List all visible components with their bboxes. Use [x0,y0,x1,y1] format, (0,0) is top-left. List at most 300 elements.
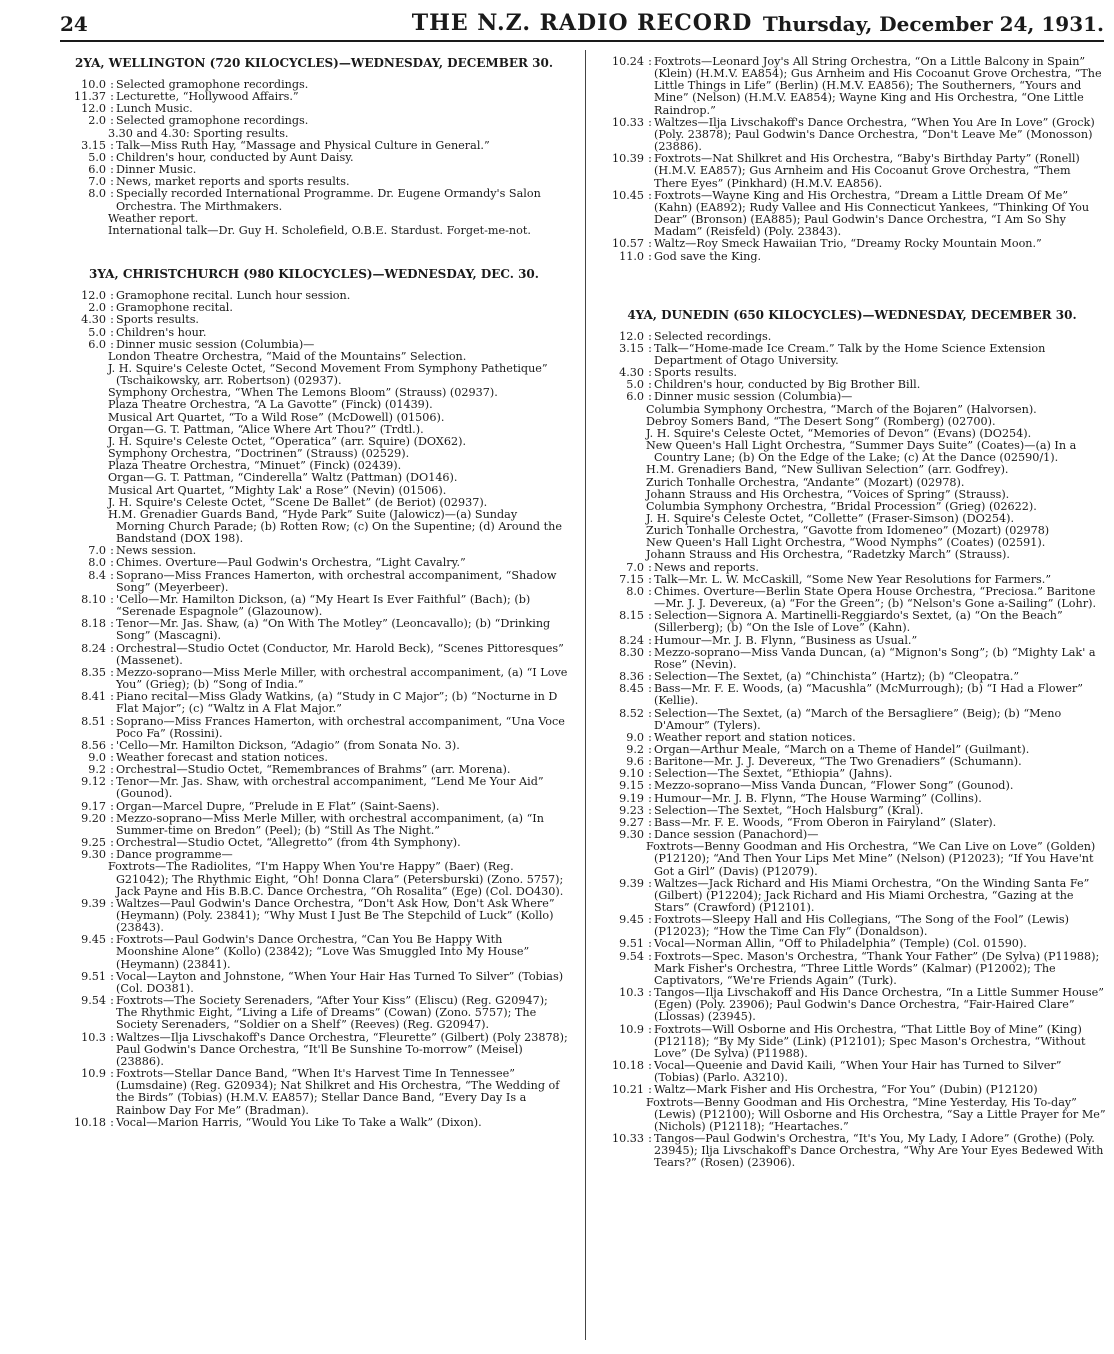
entry-description: Humour—Mr. J. B. Flynn, “The House Warming” (Collins). [654,791,982,805]
entry-description: Children's hour, conducted by Big Brother Bill. [654,378,921,392]
entry-separator: : [110,1115,114,1129]
entry-time: 9.2 [88,763,106,777]
entry-time: 9.27 [619,815,644,829]
entry-time: 9.45 [619,913,644,927]
entry-time: 8.15 [619,609,644,623]
entry-separator: : [648,986,652,1000]
entry-time: 8.10 [81,592,106,606]
entry-time: 10.3 [619,986,644,1000]
entry-time: 2.0 [88,114,106,128]
entry-time: 9.39 [619,876,644,890]
programme-entry [598,708,1106,732]
entry-time: 9.51 [81,969,106,983]
programme-entry [598,1133,1106,1169]
entry-time: 10.33 [611,115,644,129]
programme-entry [598,914,1106,938]
left-column [60,56,568,1129]
entry-time: 4.30 [81,313,106,327]
entry-description: Bass—Mr. F. E. Woods, (a) “Macushla” (McMurrough); (b) “I Had a Flower” (Kellie). [654,682,1083,708]
entry-description: Tenor—Mr. Jas. Shaw, (a) “On With The Motley” (Leoncavallo); (b) “Drinking Song” (Mascagni). [116,617,551,643]
entry-time: 9.45 [81,933,106,947]
programme-sub-entry: Plaza Theatre Orchestra, “A La Gavotte” (Finck) (01439). [108,398,433,412]
programme-sub-entry: Plaza Theatre Orchestra, “Minuet” (Finck) (02439). [108,459,402,473]
entry-description: Foxtrots—Paul Godwin's Dance Orchestra, “Can You Be Happy With Moonshine Alone” (Kollo) (23842); “Love Was Smuggled Into My House” (Heymann) (23841). [116,933,530,971]
entry-description: Dinner Music. [116,163,197,177]
entry-separator: : [648,730,652,744]
entry-description: News session. [116,544,197,558]
programme-entry [598,331,1106,343]
entry-description: Tangos—Paul Godwin's Orchestra, “It's You, My Lady, I Adore” (Grothe) (Poly. 23945); Ilja Livschakoff's Dance Orchestra, “Why Are Your Eyes Bedewed With Tears?” (Rosen) (23906). [654,1131,1104,1170]
entry-time: 8.56 [81,738,106,752]
programme-sub-entry: Weather report. [108,211,199,225]
entry-separator: : [648,378,652,392]
entry-time: 8.18 [81,617,106,631]
entry-description: Vocal—Norman Allin, “Off to Philadelphia” (Temple) (Col. 01590). [654,937,1027,951]
programme-sub-entry: Foxtrots—The Radiolites, “I'm Happy When You're Happy” (Baer) (Reg. G21042); The Rhythmic Eight, “Oh! Donna Clara” (Petersburski) (Zono. 5757); Jack Payne and His B.B.C. Dance Orchestra, “Oh Rosalita” (Ege) (Col. DO430). [108,860,564,898]
programme-entry [60,667,568,691]
entry-separator: : [110,325,114,339]
programme-entry [60,314,568,326]
programme-sub-entry: J. H. Squire's Celeste Octet, “Memories of Devon” (Evans) (DO254). [646,426,1032,440]
programme-sub-entry: Organ—G. T. Pattman, “Cinderella” Waltz (Pattman) (DO146). [108,471,458,485]
programme-sub-entry: Zurich Tonhalle Orchestra, “Andante” (Mozart) (02978). [646,475,965,489]
programme-sub-entry: International talk—Dr. Guy H. Scholefield, O.B.E. Stardust. Forget-me-not. [108,223,531,237]
entry-separator: : [648,341,652,355]
entry-description: Selection—The Sextet, (a) “March of the Bersagliere” (Beig); (b) “Meno D'Amour” (Tylers). [654,706,1062,732]
entry-separator: : [110,690,114,704]
entry-separator: : [648,1131,652,1145]
programme-sub-entry: Columbia Symphony Orchestra, “March of the Bojaren” (Halvorsen). [646,402,1037,416]
entry-description: Orchestral—Studio Octet (Conductor, Mr. Harold Beck), “Scenes Pittoresques” (Massenet). [116,641,564,667]
entry-time: 6.0 [626,390,644,404]
programme-entry [598,56,1106,117]
entry-separator: : [648,609,652,623]
entry-description: Sports results. [116,313,199,327]
programme-entry [598,987,1106,1023]
entry-separator: : [648,1022,652,1036]
entry-time: 9.30 [619,828,644,842]
entry-time: 9.6 [626,755,644,769]
entry-description: Waltzes—Ilja Livschakoff's Dance Orchestra, “When You Are In Love” (Grock) (Poly. 23878); Paul Godwin's Dance Orchestra, “Don't Leave Me” (Monosson) (23886). [654,115,1095,154]
entry-separator: : [648,645,652,659]
programme-entry [60,643,568,667]
entry-separator: : [648,1083,652,1097]
programme-entry [60,594,568,618]
entry-description: Organ—Marcel Dupre, “Prelude in E Flat” (Saint-Saens). [116,799,440,813]
entry-description: Bass—Mr. F. E. Woods, “From Oberon in Fairyland” (Slater). [654,815,997,829]
entry-separator: : [648,188,652,202]
entry-description: Mezzo-soprano—Miss Merle Miller, with orchestral accompaniment, (a) “In Summer-time on Bredon” (Peel); (b) “Still As The Night.” [116,811,544,837]
entry-description: Selection—The Sextet, “Ethiopia” (Jahns). [654,767,893,781]
entry-description: Foxtrots—Leonard Joy's All String Orchestra, “On a Little Balcony in Spain” (Klein) (H.M.V. EA854); Gus Arnheim and His Cocoanut Grove Orchestra, “The Little Things in Life” (Berlin) (H.M.V. EA856); The Southerners, “Yours and Mine” (Nelson) (H.M.V. EA854); Wayne King and His Orchestra, “One Little Raindrop.” [654,55,1102,117]
programme-entry [60,115,568,127]
programme-entry [60,557,568,569]
entry-time: 8.0 [88,187,106,201]
entry-separator: : [110,90,114,104]
programme-entry [60,716,568,740]
programme-sub-entry: H.M. Grenadiers Band, “New Sullivan Selection” (arr. Godfrey). [646,463,1009,477]
entry-time: 9.17 [81,799,106,813]
entry-description: Vocal—Queenie and David Kaili, “When Your Hair has Turned to Silver” (Tobias) (Parlo. A3210). [654,1059,1062,1085]
entry-separator: : [110,714,114,728]
programme-sub-entry: Foxtrots—Benny Goodman and His Orchestra, “Mine Yesterday, His To-day” (Lewis) (P12100); Will Osborne and His Orchestra, “Say a Little Prayer for Me” (Nichols) (P12118); “Heartaches.” [646,1095,1106,1133]
entry-time: 10.57 [611,237,644,251]
programme-entry [60,691,568,715]
entry-separator: : [110,289,114,303]
entry-separator: : [110,775,114,789]
programme-entry [60,570,568,594]
entry-description: Dance programme— [116,848,233,862]
programme-entry [60,618,568,642]
entry-description: Talk—Mr. L. W. McCaskill, “Some New Year Resolutions for Farmers.” [654,572,1052,586]
entry-time: 9.54 [81,994,106,1008]
programme-sub-entry: New Queen's Hall Light Orchestra, “Wood Nymphs” (Coates) (02591). [646,536,1046,550]
entry-description: Vocal—Layton and Johnstone, “When Your Hair Has Turned To Silver” (Tobias) (Col. DO381). [116,969,564,995]
entry-time: 7.0 [88,544,106,558]
entry-separator: : [110,102,114,116]
entry-description: News, market reports and sports results. [116,175,350,189]
entry-description: Weather forecast and station notices. [116,750,328,764]
programme-entry [598,780,1106,792]
entry-description: Foxtrots—Nat Shilkret and His Orchestra, “Baby's Birthday Party” (Ronell) (H.M.V. EA857); Gus Arnheim and His Cocoanut Grove Orchestra, “Them There Eyes” (Pinkhard) (H.M.V. EA856). [654,152,1080,190]
programme-entry [598,391,1106,403]
entry-description: Selected gramophone recordings. [116,114,309,128]
entry-description: Children's hour, conducted by Aunt Daisy. [116,150,354,164]
entry-separator: : [648,876,652,890]
entry-description: Foxtrots—Sleepy Hall and His Collegians, “The Song of the Fool” (Lewis) (P12023); “How the Time Can Fly” (Donaldson). [654,913,1069,939]
right-column [598,56,1106,1169]
entry-description: Foxtrots—The Society Serenaders, “After Your Kiss” (Eliscu) (Reg. G20947); The Rhythmic Eight, “Living a Life of Dreams” (Cowan) (Zono. 5757); The Society Serenaders, “Soldier on a Shelf” (Reeves) (Reg. G20947). [116,994,548,1032]
column-rule [585,50,586,1340]
programme-entry [60,813,568,837]
entry-time: 9.51 [619,937,644,951]
entry-separator: : [648,55,652,68]
entry-separator: : [648,828,652,842]
programme-entry [598,153,1106,189]
entry-separator: : [110,848,114,862]
entry-description: Mezzo-soprano—Miss Vanda Duncan, “Flower Song” (Gounod). [654,779,1014,793]
entry-separator: : [110,763,114,777]
entry-separator: : [648,366,652,380]
entry-separator: : [110,811,114,825]
entry-description: Tangos—Ilja Livschakoff and His Dance Orchestra, “In a Little Summer House” (Egen) (Poly. 23906); Paul Godwin's Dance Orchestra, “Fair-Haired Clare” (Llossas) (23945). [654,986,1104,1024]
entry-time: 10.33 [611,1131,644,1145]
entry-time: 12.0 [81,102,106,116]
entry-time: 3.15 [81,138,106,152]
entry-description: Sports results. [654,366,737,380]
programme-sub-entry: H.M. Grenadier Guards Band, “Hyde Park” Suite (Jalowicz)—(a) Sunday Morning Church Parade; (b) Rotten Row; (c) On the Supentine; (d) Around the Bandstand (DOX 198). [108,507,562,546]
entry-separator: : [110,592,114,606]
entry-description: Humour—Mr. J. B. Flynn, “Business as Usual.” [654,633,918,647]
entry-time: 8.51 [81,714,106,728]
entry-time: 9.20 [81,811,106,825]
entry-separator: : [648,791,652,805]
entry-separator: : [648,949,652,963]
entry-time: 8.24 [81,641,106,655]
programme-entry [598,1060,1106,1084]
entry-separator: : [648,237,652,251]
entry-description: Chimes. Overture—Paul Godwin's Orchestra, “Light Cavalry.” [116,556,466,570]
entry-description: Selection—The Sextet, “Hoch Halsburg” (Kral). [654,803,924,817]
entry-time: 9.10 [619,767,644,781]
programme-sub-entry: Zurich Tonhalle Orchestra, “Gavotte from Idomeneo” (Mozart) (02978) [646,524,1050,538]
programme-entry [60,934,568,970]
entry-time: 7.0 [626,560,644,574]
entry-separator: : [110,738,114,752]
programme-entry [60,1032,568,1068]
entry-time: 12.0 [81,289,106,303]
entry-time: 9.30 [81,848,106,862]
programme-sub-entry: Symphony Orchestra, “Doctrinen” (Strauss) (02529). [108,447,410,461]
entry-separator: : [110,78,114,91]
entry-time: 11.37 [73,90,106,104]
programme-sub-entry: Musical Art Quartet, “Mighty Lak' a Rose” (Nevin) (01506). [108,483,447,497]
programme-sub-entry: Debroy Somers Band, “The Desert Song” (Romberg) (02700). [646,414,996,428]
entry-description: Weather report and station notices. [654,730,856,744]
entry-separator: : [648,767,652,781]
entry-time: 9.39 [81,896,106,910]
programme-entry [598,647,1106,671]
entry-description: Children's hour. [116,325,207,339]
programme-entry [60,801,568,813]
entry-description: Foxtrots—Stellar Dance Band, “When It's Harvest Time In Tennessee” (Lumsdaine) (Reg. G20934); Nat Shilkret and His Orchestra, “The Wedding of the Birds” (Tobias) (H.M.V. EA857); Stellar Dance Band, “Every Day Is a Rainbow Day For Me” (Bradman). [116,1067,560,1117]
entry-description: Selected gramophone recordings. [116,78,309,91]
entry-time: 8.24 [619,633,644,647]
entry-time: 8.4 [88,568,106,582]
entry-time: 10.18 [73,1115,106,1129]
entry-description: Selected recordings. [654,329,772,343]
entry-separator: : [648,742,652,756]
station-heading-3ya: 3YA, CHRISTCHURCH (980 KILOCYCLES)—WEDNESDAY, DEC. 30. [89,267,539,282]
entry-description: Soprano—Miss Frances Hamerton, with orchestral accompaniment, “Shadow Song” (Meyerbeer). [116,568,557,594]
entry-description: Soprano—Miss Frances Hamerton, with orchestral accompaniment, “Una Voce Poco Fa” (Rossini). [116,714,565,740]
programme-entry [598,635,1106,647]
entry-description: Tenor—Mr. Jas. Shaw, with orchestral accompaniment, “Lend Me Your Aid” (Gounod). [116,775,544,801]
entry-time: 11.0 [619,249,644,263]
entry-separator: : [110,641,114,655]
publication-title: THE N.Z. RADIO RECORD [411,10,753,36]
entry-separator: : [648,390,652,404]
programme-sub-entry: 3.30 and 4.30: Sporting results. [108,126,289,140]
entry-separator: : [110,617,114,631]
entry-time: 10.21 [611,1083,644,1097]
entry-description: Dinner music session (Columbia)— [116,337,315,351]
entry-time: 5.0 [626,378,644,392]
programme-entry [598,951,1106,987]
entry-description: Waltzes—Paul Godwin's Dance Orchestra, “Don't Ask How, Don't Ask Where” (Heymann) (Poly. 23841); “Why Must I Just Be The Stepchild of Luck” (Kollo) (23843). [116,896,555,935]
entry-separator: : [110,799,114,813]
entry-time: 9.19 [619,791,644,805]
entry-separator: : [110,556,114,570]
section-wellington-continued [598,56,1106,263]
issue-date: Thursday, December 24, 1931. [762,12,1104,36]
programme-entry [60,971,568,995]
entry-time: 4.30 [619,366,644,380]
programme-entry [598,683,1106,707]
entry-separator: : [648,670,652,684]
entry-separator: : [648,115,652,129]
section-dunedin [598,331,1106,1170]
programme-entry [598,117,1106,153]
programme-sub-entry: Organ—G. T. Pattman, “Alice Where Art Thou?” (Trdtl.). [108,422,424,436]
entry-description: Gramophone recital. Lunch hour session. [116,289,351,303]
entry-separator: : [648,249,652,263]
page-header [60,10,1104,42]
entry-separator: : [110,1030,114,1044]
programme-entry [598,793,1106,805]
entry-description: Waltzes—Jack Richard and His Miami Orchestra, “On the Winding Santa Fe” (Gilbert) (P12204); Jack Richard and His Miami Orchestra, “Gazing at the Stars” (Crawford) (P12101). [654,876,1090,914]
entry-description: Selection—Signora A. Martinelli-Reggiardo's Sextet, (a) “On the Beach” (Sillerberg); (b) “On the Isle of Love” (Kahn). [654,609,1063,635]
entry-description: God save the King. [654,249,762,263]
section-wellington [60,79,568,237]
entry-separator: : [648,706,652,720]
station-heading-2ya: 2YA, WELLINGTON (720 KILOCYCLES)—WEDNESDAY, DECEMBER 30. [74,56,554,70]
programme-entry [598,190,1106,239]
entry-time: 8.0 [88,556,106,570]
entry-separator: : [648,755,652,769]
entry-time: 8.52 [619,706,644,720]
entry-time: 9.0 [626,730,644,744]
entry-description: Selection—The Sextet, (a) “Chinchista” (Hartz); (b) “Cleopatra.” [654,670,1020,684]
entry-separator: : [648,633,652,647]
programme-entry [598,878,1106,914]
programme-sub-entry: Symphony Orchestra, “When The Lemons Bloom” (Strauss) (02937). [108,386,498,400]
programme-entry [60,776,568,800]
entry-time: 6.0 [88,163,106,177]
entry-time: 3.15 [619,341,644,355]
programme-entry [598,562,1106,574]
programme-entry [60,339,568,351]
entry-time: 2.0 [88,301,106,315]
entry-separator: : [110,994,114,1008]
entry-time: 8.0 [626,584,644,598]
entry-time: 9.23 [619,803,644,817]
entry-time: 10.45 [611,188,644,202]
entry-time: 10.3 [81,1030,106,1044]
programme-sub-entry: Musical Art Quartet, “To a Wild Rose” (McDowell) (01506). [108,410,445,424]
entry-description: 'Cello—Mr. Hamilton Dickson, “Adagio” (from Sonata No. 3). [116,738,460,752]
entry-separator: : [648,779,652,793]
entry-separator: : [110,665,114,679]
entry-time: 10.0 [81,78,106,91]
entry-description: Baritone—Mr. J. J. Devereux, “The Two Grenadiers” (Schumann). [654,755,1022,769]
entry-time: 8.41 [81,690,106,704]
entry-description: Mezzo-soprano—Miss Merle Miller, with orchestral accompaniment, (a) “I Love You” (Grieg); (b) “Song of India.” [116,665,568,692]
entry-separator: : [110,933,114,947]
programme-sub-entry: J. H. Squire's Celeste Octet, “Collette” (Fraser-Simson) (DO254). [646,512,1015,525]
entry-time: 10.9 [619,1022,644,1036]
entry-time: 10.39 [611,152,644,166]
entry-description: Waltz—Roy Smeck Hawaiian Trio, “Dreamy Rocky Mountain Moon.” [654,237,1042,251]
entry-description: Foxtrots—Will Osborne and His Orchestra, “That Little Boy of Mine” (King) (P12118); “By My Side” (Link) (P12101); Spec Mason's Orchestra, “Without Love” (De Sylva) (P11988). [654,1022,1086,1060]
entry-separator: : [110,150,114,164]
entry-time: 10.9 [81,1067,106,1081]
entry-separator: : [110,114,114,128]
programme-entry [598,938,1106,950]
entry-time: 10.24 [611,55,644,68]
entry-description: Lecturette, “Hollywood Affairs.” [116,90,299,104]
entry-separator: : [648,584,652,598]
entry-separator: : [110,337,114,351]
programme-sub-entry: Foxtrots—Benny Goodman and His Orchestra, “We Can Live on Love” (Golden) (P12120); “And Then Your Lips Met Mine” (Nelson) (P12023); “If You Have'nt Got a Girl” (Davis) (P12079). [646,840,1096,878]
programme-entry [60,995,568,1031]
programme-sub-entry: J. H. Squire's Celeste Octet, “Second Movement From Symphony Pathetique” (Tschaikowsky, arr. Robertson) (02937). [108,361,548,388]
entry-description: Lunch Music. [116,102,193,116]
programme-sub-entry: London Theatre Orchestra, “Maid of the Mountains” Selection. [108,349,467,363]
entry-time: 10.18 [611,1059,644,1073]
programme-entry [60,1068,568,1117]
programme-sub-entry: Columbia Symphony Orchestra, “Bridal Procession” (Grieg) (02622). [646,499,1037,513]
entry-separator: : [110,544,114,558]
entry-time: 7.15 [619,572,644,586]
entry-time: 8.36 [619,670,644,684]
entry-separator: : [110,301,114,315]
entry-separator: : [110,969,114,983]
entry-separator: : [110,750,114,764]
entry-separator: : [648,913,652,927]
entry-description: Talk—Miss Ruth Hay, “Massage and Physical Culture in General.” [116,138,490,152]
programme-entry [598,1024,1106,1060]
entry-time: 9.2 [626,742,644,756]
entry-time: 5.0 [88,150,106,164]
programme-entry [60,327,568,339]
entry-description: Foxtrots—Wayne King and His Orchestra, “Dream a Little Dream Of Me” (Kahn) (EA892); Rudy Vallee and His Connecticut Yankees, “Thinking Of You Dear” (Bronson) (EA885); Paul Godwin's Dance Orchestra, “I Am So Shy Madam” (Reisfeld) (Poly. 23843). [654,188,1090,239]
entry-time: 9.25 [81,836,106,850]
entry-separator: : [110,568,114,582]
entry-separator: : [648,937,652,951]
entry-time: 9.0 [88,750,106,764]
entry-description: Chimes. Overture—Berlin State Opera House Orchestra, “Preciosa.” Baritone—Mr. J. J. Devereux, (a) “For the Green”; (b) “Nelson's Gone a-Sailing” (Lohr). [654,584,1097,611]
programme-entry [598,238,1106,250]
page-number: 24 [60,12,88,36]
programme-sub-entry: Johann Strauss and His Orchestra, “Radetzky March” (Strauss). [646,548,1010,562]
programme-entry [598,586,1106,610]
entry-time: 5.0 [88,325,106,339]
programme-entry [60,1117,568,1129]
entry-separator: : [648,682,652,696]
entry-time: 7.0 [88,175,106,189]
programme-sub-entry: J. H. Squire's Celeste Octet, “Scene De Ballet” (de Beriot) (02937). [108,495,488,509]
programme-entry [598,251,1106,263]
entry-separator: : [110,138,114,152]
programme-entry [598,1084,1106,1096]
entry-description: Dance session (Panachord)— [654,828,819,842]
entry-description: Waltz—Mark Fisher and His Orchestra, “For You” (Dubin) (P12120) [654,1083,1038,1097]
entry-separator: : [648,815,652,829]
entry-description: Dinner music session (Columbia)— [654,390,853,404]
entry-description: Foxtrots—Spec. Mason's Orchestra, “Thank Your Father” (De Sylva) (P11988); Mark Fisher's Orchestra, “Three Little Words” (Kalmar) (P12002); The Captivators, “We're Friends Again” (Turk). [654,949,1100,987]
programme-entry [60,898,568,934]
programme-entry [60,188,568,212]
programme-sub-entry: Johann Strauss and His Orchestra, “Voices of Spring” (Strauss). [646,487,1010,501]
entry-separator: : [648,1059,652,1073]
entry-description: Orchestral—Studio Octet, “Allegretto” (from 4th Symphony). [116,836,461,850]
entry-description: Organ—Arthur Meale, “March on a Theme of Handel” (Guilmant). [654,742,1030,756]
entry-description: Orchestral—Studio Octet, “Remembrances of Brahms” (arr. Morena). [116,763,511,777]
entry-time: 9.15 [619,779,644,793]
entry-separator: : [110,836,114,850]
entry-time: 8.45 [619,682,644,696]
entry-description: Talk—“Home-made Ice Cream.” Talk by the Home Science Extension Department of Otago University. [654,341,1046,367]
entry-description: Vocal—Marion Harris, “Would You Like To Take a Walk” (Dixon). [116,1115,482,1129]
entry-description: Gramophone recital. [116,301,233,315]
entry-separator: : [110,187,114,201]
entry-description: Piano recital—Miss Glady Watkins, (a) “Study in C Major”; (b) “Nocturne in D Flat Major”; (c) “Waltz in A Flat Major.” [116,690,558,716]
entry-description: Specially recorded International Programme. Dr. Eugene Ormandy's Salon Orchestra. The Mirthmakers. [116,187,541,213]
entry-separator: : [110,313,114,327]
entry-separator: : [110,1067,114,1081]
section-christchurch [60,290,568,1129]
